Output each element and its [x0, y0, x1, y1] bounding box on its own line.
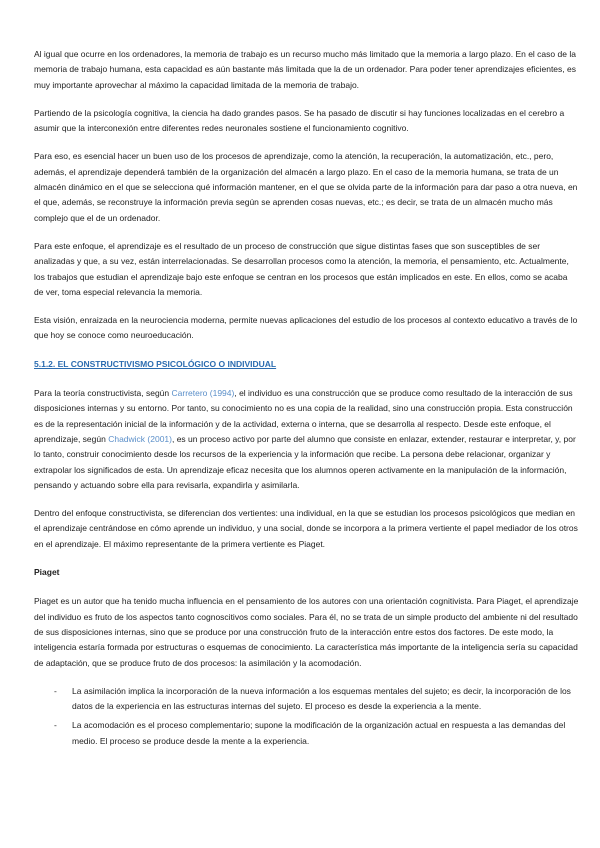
paragraph-neuroeducation: Esta visión, enraizada en la neurociencia moderna, permite nuevas aplicaciones del estudio de los procesos al contexto educativo a través de lo que hoy se conoce como neuroeducación. — [34, 315, 578, 341]
paragraph-constructivist-theory — [34, 386, 579, 493]
text-segment: , el individuo es una construcción que se produce como resultado de la interacción de sus disposiciones internas y su entorno. Por tanto, su conocimiento no es una copia de la realidad, sino una construcción propia. Esta construcción es de la representación inicial de la información y de la actividad, externa o interna, que se desarrolla al respecto. Desde este enfoque, el aprendizaje, según — [34, 388, 573, 444]
text-segment: Para la teoría constructivista, según — [34, 388, 172, 399]
paragraph-piaget: Piaget es un autor que ha tenido mucha influencia en el pensamiento de los autores con una orientación cognitivista. Para Piaget, el aprendizaje del individuo es fruto de los aspectos tanto cognoscitivos como sociales. Para él, no se trata de un simple producto del ambiente ni del resultado de sus disposiciones internas, sino que se produce por una construcción fruto de la interacción entre estos dos factores. De este modo, la inteligencia estaría formada por estructuras o esquemas de conocimiento. La característica más importante de la inteligencia sería su capacidad de adaptación, que se produce fruto de dos procesos: la asimilación y la acomodación. — [34, 596, 579, 668]
paragraph-working-memory: Al igual que ocurre en los ordenadores, la memoria de trabajo es un recurso mucho más limitado que la memoria a largo plazo. En el caso de la memoria de trabajo humana, esta capacidad es aún bastante más limitada que la de un ordenador. Para poder tener aprendizajes eficientes, es muy importante aprovechar al máximo la capacidad limitada de la memoria de trabajo. — [34, 49, 576, 90]
paragraph-constructivist-branches: Dentro del enfoque constructivista, se diferencian dos vertientes: una individual, en la que se estudian los procesos psicológicos que median en el aprendizaje centrándose en cómo aprende un individuo, y una social, donde se incorpora a la primera vertiente el papel mediador de los otros en el aprendizaje. El máximo representante de la primera vertiente es Piaget. — [34, 508, 578, 549]
citation-chadwick[interactable]: Chadwick (2001) — [108, 433, 172, 444]
section-heading[interactable]: 5.1.2. EL CONSTRUCTIVISMO PSICOLÓGICO O INDIVIDUAL — [34, 358, 277, 369]
list-item-text: La acomodación es el proceso complementario; supone la modificación de la organización actual en respuesta a las demandas del medio. El proceso se produce desde la mente a la experiencia. — [72, 720, 566, 746]
list-item-assimilation — [34, 684, 579, 715]
list-bullet: - — [54, 685, 57, 696]
paragraph-construction-approach: Para este enfoque, el aprendizaje es el resultado de un proceso de construcción que sigue distintas fases que son susceptibles de ser analizadas y que, a su vez, están interrelacionadas. Se desarrollan procesos como la atención, la memoria, el pensamiento, etc. Actualmente, los trabajos que estudian el aprendizaje bajo este enfoque se centran en los procesos que están implicados en este. En ellos, como se acaba de ver, toma especial relevancia la memoria. — [34, 240, 569, 297]
list-item-text: La asimilación implica la incorporación de la nueva información a los esquemas mentales del sujeto; es decir, la incorporación de los datos de la experiencia en las estructuras internas del sujeto. El proceso es desde la experiencia a la mente. — [72, 685, 571, 712]
subheading-piaget: Piaget — [34, 567, 60, 578]
document-page — [34, 47, 579, 753]
list-item-accommodation — [34, 718, 579, 749]
paragraph-cognitive-psychology: Partiendo de la psicología cognitiva, la ciencia ha dado grandes pasos. Se ha pasado de discutir si hay funciones localizadas en el cerebro a asumir que la interconexión entre diferentes redes neuronales sostiene el funcionamiento cognitivo. — [34, 107, 565, 134]
citation-carretero[interactable]: Carretero (1994) — [171, 388, 235, 399]
list-bullet: - — [54, 720, 57, 731]
paragraph-learning-processes: Para eso, es esencial hacer un buen uso de los procesos de aprendizaje, como la atención, la recuperación, la automatización, etc., pero, además, el aprendizaje dependerá también de la organización del almacén a largo plazo. En el caso de la memoria humana, se trata de un almacén dinámico en el que se selecciona qué información mantener, en el que se olvida parte de la información para dar paso a otra nueva, en el que, además, se reconstruye la información previa según se aprenden cosas nuevas, etc.; es decir, se trata de un almacén mucho más complejo que el de un ordenador. — [34, 151, 578, 223]
adaptation-process-list — [34, 684, 579, 749]
text-segment: , es un proceso activo por parte del alumno que consiste en enlazar, extender, restaurar e interpretar, y, por lo tanto, construir conocimiento desde los recursos de la experiencia y la información que recibe. La persona debe relacionar, organizar y extrapolar los significados de esta. Un aprendizaje eficaz necesita que los alumnos operen activamente en la manipulación de la información, pensando y actuando sobre ella para revisarla, expandirla y asimilarla. — [34, 433, 576, 490]
